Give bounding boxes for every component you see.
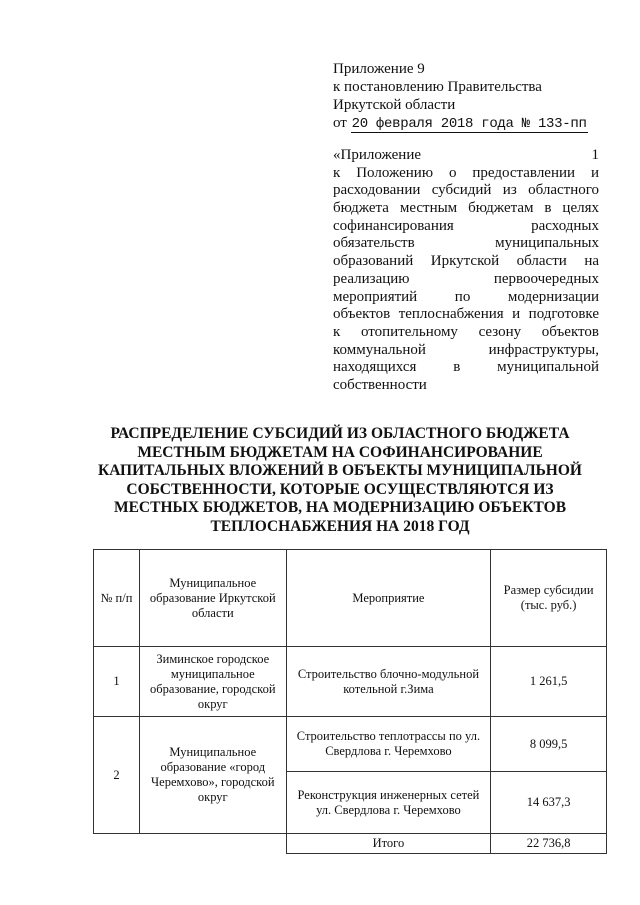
appendix-1-line: находящихся в муниципальной — [333, 359, 599, 376]
row-measure: Строительство блочно-модульной котельной г.Зима — [286, 647, 491, 717]
header-num: № п/п — [94, 550, 140, 647]
table-row — [94, 717, 607, 772]
row-measure: Строительство теплотрассы по ул. Свердлова г. Черемхово — [286, 717, 491, 772]
total-label: Итого — [286, 834, 491, 854]
title-line: РАСПРЕДЕЛЕНИЕ СУБСИДИЙ ИЗ ОБЛАСТНОГО БЮДЖЕТА — [110, 425, 570, 442]
title-line: ТЕПЛОСНАБЖЕНИЯ НА 2018 ГОД — [210, 517, 470, 535]
row-amount: 14 637,3 — [491, 772, 607, 834]
decree-reference: к постановлению Правительства — [333, 79, 542, 95]
appendix-1-line: «Приложение 1 — [333, 147, 599, 163]
row-num: 2 — [94, 717, 140, 834]
title-line: КАПИТАЛЬНЫХ ВЛОЖЕНИЙ В ОБЪЕКТЫ МУНИЦИПАЛЬНОЙ — [98, 462, 582, 479]
row-municipality: Муниципальное образование «город Черемхово», городской округ — [139, 717, 286, 834]
date-prefix: от — [333, 115, 347, 131]
decree-date-number: 20 февраля 2018 года № 133-пп — [351, 116, 587, 132]
appendix-1-line: к отопительному сезону объектов — [333, 323, 599, 340]
header-municipality: Муниципальное образование Иркутской области — [139, 550, 286, 647]
region-name: Иркутской области — [333, 97, 456, 113]
row-amount: 8 099,5 — [491, 717, 607, 772]
title-line: МЕСТНЫМ БЮДЖЕТАМ НА СОФИНАНСИРОВАНИЕ — [137, 443, 543, 461]
row-amount: 1 261,5 — [491, 647, 607, 717]
appendix-number: Приложение 9 — [333, 61, 425, 77]
appendix-1-line: расходовании субсидий из областного — [333, 182, 599, 199]
appendix-9-header — [333, 60, 588, 133]
appendix-1-line: объектов теплоснабжения и подготовке — [333, 306, 599, 323]
decree-date-line — [333, 114, 588, 133]
table-header-row — [94, 550, 607, 647]
header-amount: Размер субсидии (тыс. руб.) — [491, 550, 607, 647]
appendix-1-line: софинансирования расходных — [333, 217, 599, 234]
appendix-1-line: обязательств муниципальных — [333, 235, 599, 252]
row-municipality: Зиминское городское муниципальное образование, городской округ — [139, 647, 286, 717]
table-row — [94, 647, 607, 717]
appendix-1-line: образований Иркутской области на — [333, 253, 599, 270]
row-num: 1 — [94, 647, 140, 717]
appendix-1-line: коммунальной инфраструктуры, — [333, 341, 599, 358]
document-title — [60, 425, 620, 536]
title-line: МЕСТНЫХ БЮДЖЕТОВ, НА МОДЕРНИЗАЦИЮ ОБЪЕКТОВ — [113, 499, 567, 516]
appendix-1-line: мероприятий по модернизации — [333, 288, 599, 305]
subsidy-table — [93, 549, 607, 854]
appendix-1-line: реализацию первоочередных — [333, 270, 599, 287]
appendix-1-line: бюджета местным бюджетам в целях — [333, 200, 599, 217]
appendix-1-line: к Положению о предоставлении и — [333, 164, 599, 181]
row-measure: Реконструкция инженерных сетей ул. Свердлова г. Черемхово — [286, 772, 491, 834]
title-line: СОБСТВЕННОСТИ, КОТОРЫЕ ОСУЩЕСТВЛЯЮТСЯ ИЗ — [126, 480, 554, 498]
appendix-1-line: собственности — [333, 376, 427, 393]
header-measure: Мероприятие — [286, 550, 491, 647]
total-value: 22 736,8 — [491, 834, 607, 854]
table-total-row — [94, 834, 607, 854]
appendix-1-reference — [333, 147, 599, 395]
